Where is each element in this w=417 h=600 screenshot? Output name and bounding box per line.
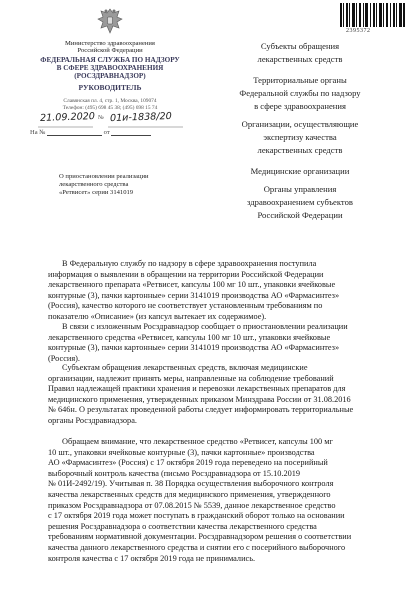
- recipient-line: Территориальные органы: [253, 75, 347, 85]
- paragraph-line: АО «Фармасинтез» (Россия) с 17 октября 2019 года переведено на посерийный: [48, 458, 328, 468]
- recipient-line: в сфере здравоохранения: [254, 101, 346, 111]
- paragraph-line: контурные (3), пачки картонные» серии 3141019 производства АО «Фармасинтез»: [48, 290, 340, 300]
- paragraph-line: требованиям нормативной документации. Росздравнадзором решения о соответствии: [48, 532, 352, 542]
- service-name-line: ФЕДЕРАЛЬНАЯ СЛУЖБА ПО НАДЗОРУ: [40, 56, 180, 64]
- paragraph-line: (Россия), качество которого не соответствует установленным требованиям по: [48, 301, 323, 311]
- recipient-block: [205, 165, 395, 178]
- paragraph-line: лекарственного средства «Ретвисет, капсулы 100 мг 10 шт., упаковки ячейковые: [48, 332, 331, 342]
- paragraph-line: № 01И-2492/19). Учитывая п. 38 Порядка осуществления выборочного контроля: [48, 479, 334, 489]
- paragraph-line: медицинского применения, утвержденных приказом Минздрава России от 31.08.2016: [48, 394, 351, 404]
- paragraph-line: В связи с изложенным Росздравнадзор сообщает о приостановлении реализации: [62, 322, 348, 331]
- paragraph-line: (Россия).: [48, 353, 80, 363]
- reference-prefix: На №: [30, 129, 46, 136]
- subject-line: лекарственного средства: [59, 181, 129, 188]
- recipient-line: Органы управления: [263, 184, 337, 194]
- paragraph-line: Правил надлежащей практики хранения и перевозки лекарственных препаратов для: [48, 384, 346, 394]
- recipient-line: лекарственных средств: [257, 54, 343, 64]
- recipient-block: [205, 74, 395, 113]
- service-name-line: В СФЕРЕ ЗДРАВООХРАНЕНИЯ: [56, 64, 164, 72]
- recipient-line: Субъекты обращения: [260, 41, 340, 51]
- reference-line: [30, 128, 151, 136]
- paragraph-line: лекарственного препарата «Ретвисет, капсулы 100 мг 10 шт., упаковки ячейковые: [48, 280, 336, 290]
- subject-line: О приостановлении реализации: [59, 173, 149, 180]
- leadership-title: РУКОВОДИТЕЛЬ: [78, 83, 142, 92]
- paragraph-line: показателю «Описание» (из капсул вытекает их содержимое).: [48, 311, 267, 321]
- recipient-line: Федеральной службы по надзору: [239, 88, 361, 98]
- paragraph-line: организации, надлежит принять меры, направленные на соблюдение требований: [48, 373, 334, 383]
- registration-date: 21.09.2020: [39, 111, 96, 124]
- recipient-line: Медицинские организации: [250, 166, 350, 176]
- paragraph-line: № 646н. О результатах проведенной работы следует информировать территориальные: [48, 405, 354, 415]
- ministry-name-line: Министерство здравоохранения: [65, 40, 155, 47]
- paragraph-line: контроля качества с 17 октября 2019 года не принимались.: [48, 553, 256, 563]
- service-name-line: (РОСЗДРАВНАДЗОР): [74, 72, 146, 80]
- recipient-line: лекарственных средств: [257, 145, 343, 155]
- paragraph-line: Субъектам обращения лекарственных средств, включая медицинские: [62, 363, 308, 372]
- body-paragraph: [48, 363, 385, 427]
- recipient-line: экспертизу качества: [263, 132, 337, 142]
- subject-line: «Ретвисет» серии 3141019: [59, 189, 134, 196]
- reference-date-blank: [111, 128, 151, 136]
- body-paragraph: [48, 322, 385, 364]
- recipient-block: [205, 183, 395, 222]
- address-line: Славянская пл. 4, стр. 1, Москва, 109074: [63, 98, 157, 104]
- body-paragraph: [48, 437, 385, 564]
- recipient-line: здравоохранением субъектов: [247, 197, 353, 207]
- paragraph-line: качества лекарственных средств для медицинского применения, утвержденного: [48, 489, 331, 499]
- paragraph-line: органы Росздравнадзора.: [48, 415, 137, 425]
- recipient-block: [205, 40, 395, 66]
- state-emblem-icon: [95, 6, 125, 36]
- barcode-icon: [340, 3, 405, 27]
- address-line: Телефон: (495) 698 45 38; (495) 698 15 74: [62, 105, 158, 111]
- paragraph-line: Обращаем внимание, что лекарственное средство «Ретвисет, капсулы 100 мг: [62, 437, 333, 446]
- paragraph-line: решения Росздравнадзора о соответствии качества лекарственного средства: [48, 521, 317, 531]
- reference-number-blank: [47, 128, 102, 136]
- recipient-line: Организации, осуществляющие: [241, 119, 359, 129]
- paragraph-line: выборочный контроль качества (письмо Росздравнадзора от 15.10.2019: [48, 468, 301, 478]
- ministry-name-line: Российской Федерации: [77, 47, 143, 54]
- recipient-block: [205, 118, 395, 157]
- barcode-number: 2395372: [346, 28, 371, 34]
- paragraph-line: В Федеральную службу по надзору в сфере здравоохранения поступила: [62, 259, 317, 268]
- registration-number: 01и-1838/20: [109, 110, 172, 125]
- paragraph-line: информация о выявлении в обращении на территории Российской Федерации: [48, 269, 324, 279]
- reference-from-label: от: [103, 129, 110, 136]
- body-paragraph: [48, 259, 385, 323]
- paragraph-line: 10 шт., упаковки ячейковые контурные (3), пачки картонные» производства: [48, 447, 315, 457]
- paragraph-line: контурные (3), пачки картонные» серии 3141019 производства АО «Фармасинтез»: [48, 343, 340, 353]
- paragraph-line: с 17 октября 2019 года может поступать в гражданский оборот только на основании: [48, 511, 345, 521]
- registration-number-label: №: [98, 115, 104, 121]
- paragraph-line: качества данного лекарственного средства и снятии его с посерийного выборочного: [48, 542, 346, 552]
- recipient-line: Российской Федерации: [257, 210, 343, 220]
- paragraph-line: приказом Росздравнадзора от 07.08.2015 № 5539, данное лекарственное средство: [48, 500, 336, 510]
